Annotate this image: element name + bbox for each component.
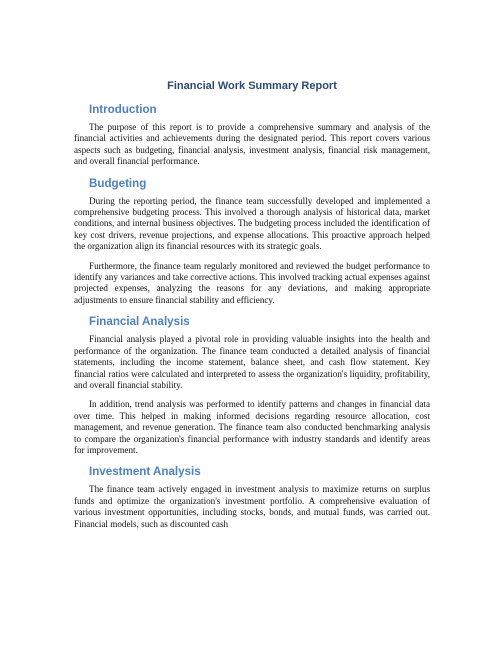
document-title: Financial Work Summary Report xyxy=(167,80,337,92)
section-paragraph: In addition, trend analysis was performed to identify patterns and changes in financial data over time. This helped in making informed decisions regarding resource allocation, cost management, and revenue generation. The finance team also conducted benchmarking analysis to compare the organization's financial performance with industry standards and identify areas for improvement. xyxy=(74,399,430,455)
section-heading: Investment Analysis xyxy=(89,465,201,479)
section-introduction xyxy=(74,102,430,168)
section-paragraph: Financial analysis played a pivotal role in providing valuable insights into the health and performance of the organization. The finance team conducted a detailed analysis of financial statements, including the income statement, balance sheet, and cash flow statement. Key financial ratios were calculated and interpreted to assess the organization's liquidity, profitability, and overall financial stability. xyxy=(74,334,430,390)
section-investment-analysis xyxy=(74,464,430,530)
section-financial-analysis xyxy=(74,314,430,456)
section-paragraph: The finance team actively engaged in investment analysis to maximize returns on surplus funds and optimize the organization's investment portfolio. A comprehensive evaluation of various investment opportunities, including stocks, bonds, and mutual funds, was carried out. Financial models, such as discounted cash xyxy=(74,484,430,529)
section-budgeting xyxy=(74,176,430,307)
section-heading: Financial Analysis xyxy=(89,315,190,329)
section-paragraph: The purpose of this report is to provide a comprehensive summary and analysis of the financial activities and achievements during the designated period. This report covers various aspects such as budgeting, financial analysis, investment analysis, financial risk management, and overall financial performance. xyxy=(74,122,430,167)
section-heading: Budgeting xyxy=(89,176,147,190)
section-heading: Introduction xyxy=(89,103,157,116)
section-paragraph: During the reporting period, the finance team successfully developed and implemented a comprehensive budgeting process. This involved a thorough analysis of historical data, market conditions, and internal business objectives. The budgeting process included the identification of key cost drivers, revenue projections, and expense allocations. This proactive approach helped the organization align its financial resources with its strategic goals. xyxy=(74,195,430,252)
section-paragraph: Furthermore, the finance team regularly monitored and reviewed the budget performance to identify any variances and take corrective actions. This involved tracking actual expenses against projected expenses, analyzing the reasons for any deviations, and making appropriate adjustments to ensure financial stability and efficiency. xyxy=(74,260,430,305)
document-body xyxy=(74,79,430,538)
